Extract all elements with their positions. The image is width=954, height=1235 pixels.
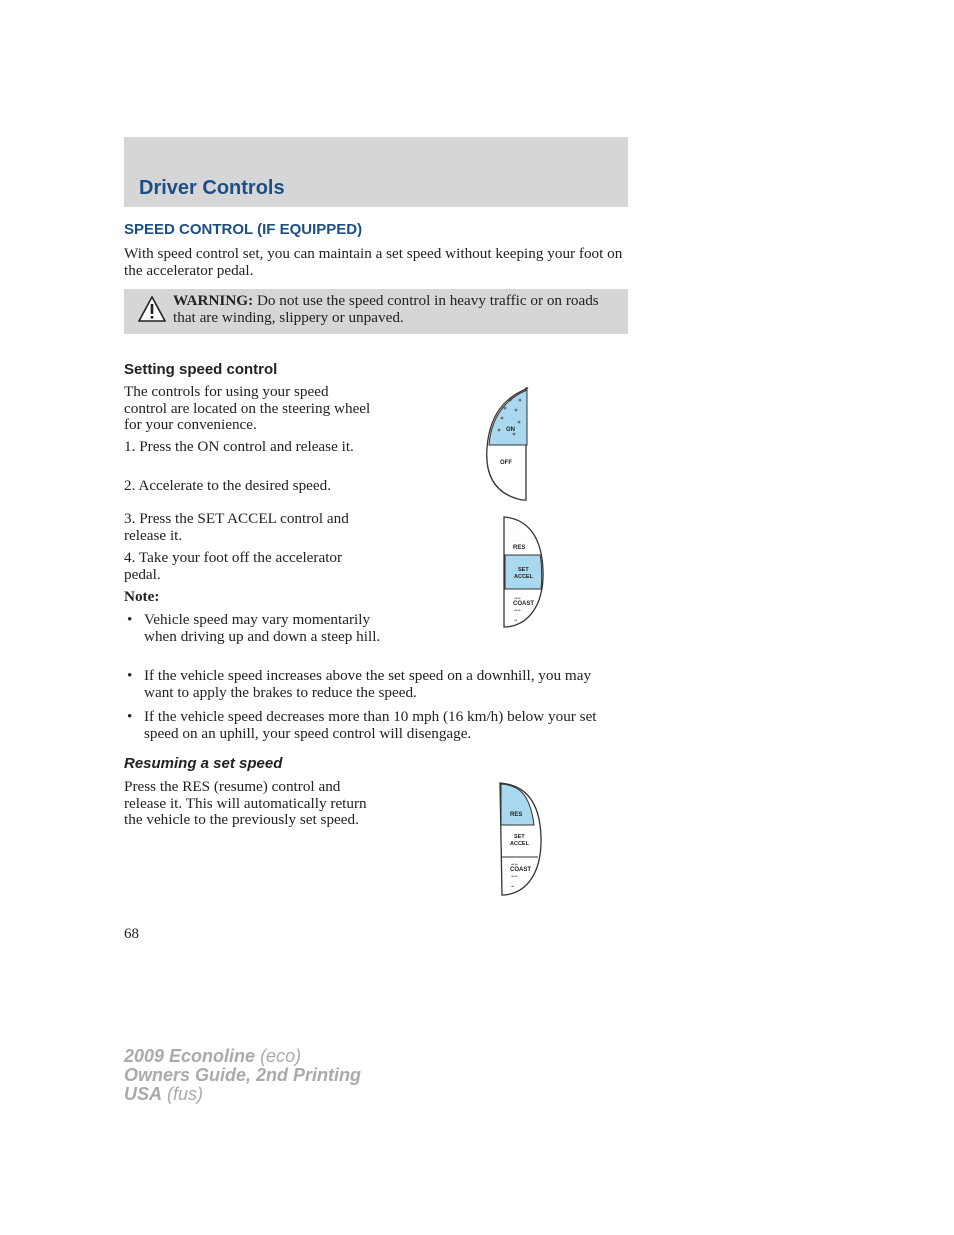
- svg-text:◂◂: ◂◂: [514, 618, 518, 622]
- section-title: SPEED CONTROL (IF EQUIPPED): [124, 221, 363, 238]
- set-label: SET: [518, 567, 529, 573]
- intro-paragraph: With speed control set, you can maintain a set speed without keeping your foot on the accelerator pedal.: [124, 245, 623, 279]
- footer-region: USA: [124, 1084, 163, 1104]
- page-number: 68: [124, 926, 139, 942]
- res-label-2: RES: [510, 812, 523, 818]
- svg-text:· · · · · · ·: · · · · · · ·: [507, 528, 519, 532]
- footer: [124, 1047, 361, 1104]
- step-3: 3. Press the SET ACCEL control and release it.: [124, 510, 349, 544]
- footer-region-code: (fus): [162, 1084, 204, 1104]
- warning-text: [173, 293, 623, 326]
- step-2: 2. Accelerate to the desired speed.: [124, 477, 332, 494]
- on-label: ON: [506, 427, 515, 433]
- coast-label-2: COAST: [510, 867, 531, 873]
- warning-message: Do not use the speed control in heavy traffic or on roads that are winding, slippery or unpaved.: [173, 292, 599, 326]
- svg-text:· · · · · · · ·: · · · · · · · ·: [506, 806, 519, 810]
- step-1: 1. Press the ON control and release it.: [124, 438, 354, 455]
- on-off-switch-diagram: [484, 386, 532, 502]
- svg-text:◂◂ ▸▸: ◂◂ ▸▸: [514, 608, 521, 612]
- warning-label: WARNING:: [173, 292, 254, 309]
- footer-model: 2009 Econoline: [124, 1046, 256, 1066]
- footer-model-code: (eco): [255, 1046, 302, 1066]
- svg-text:· · · · · · · ·: · · · · · · · ·: [510, 550, 523, 554]
- svg-text:◂◂ ▸▸: ◂◂ ▸▸: [514, 596, 521, 600]
- svg-text:◂◂ ▸▸: ◂◂ ▸▸: [511, 874, 518, 878]
- chapter-header-bar: [124, 137, 628, 207]
- accel-label: ACCEL: [514, 574, 533, 580]
- svg-text:· · · · · · · ·: · · · · · · · ·: [510, 538, 523, 542]
- set-label-2: SET: [514, 834, 525, 840]
- svg-text:· · · · · · · ·: · · · · · · · ·: [506, 818, 519, 822]
- res-label: RES: [513, 545, 526, 551]
- set-accel-switch-diagram: [500, 515, 546, 629]
- setting-speed-control-heading: Setting speed control: [124, 361, 278, 378]
- warning-triangle-icon: [138, 295, 166, 323]
- svg-text:◂◂ ▸▸: ◂◂ ▸▸: [511, 862, 518, 866]
- resuming-paragraph: Press the RES (resume) control and release it. This will automatically return the vehicle to the previously set speed.: [124, 778, 367, 828]
- chapter-title: Driver Controls: [139, 177, 285, 199]
- step-4: 4. Take your foot off the accelerator pedal.: [124, 549, 343, 583]
- footer-guide: Owners Guide, 2nd Printing: [124, 1065, 362, 1085]
- setting-paragraph: The controls for using your speed control are located on the steering wheel for your convenience.: [124, 383, 371, 433]
- off-label: OFF: [500, 460, 512, 466]
- svg-text:· · · · · · ·: · · · · · · ·: [503, 796, 515, 800]
- coast-label: COAST: [513, 601, 534, 607]
- resume-switch-diagram: [496, 781, 544, 897]
- note-label: Note:: [124, 588, 160, 605]
- accel-label-2: ACCEL: [510, 841, 529, 847]
- warning-box: [124, 289, 628, 334]
- svg-text:◂◂: ◂◂: [511, 884, 515, 888]
- resuming-heading: Resuming a set speed: [124, 755, 283, 772]
